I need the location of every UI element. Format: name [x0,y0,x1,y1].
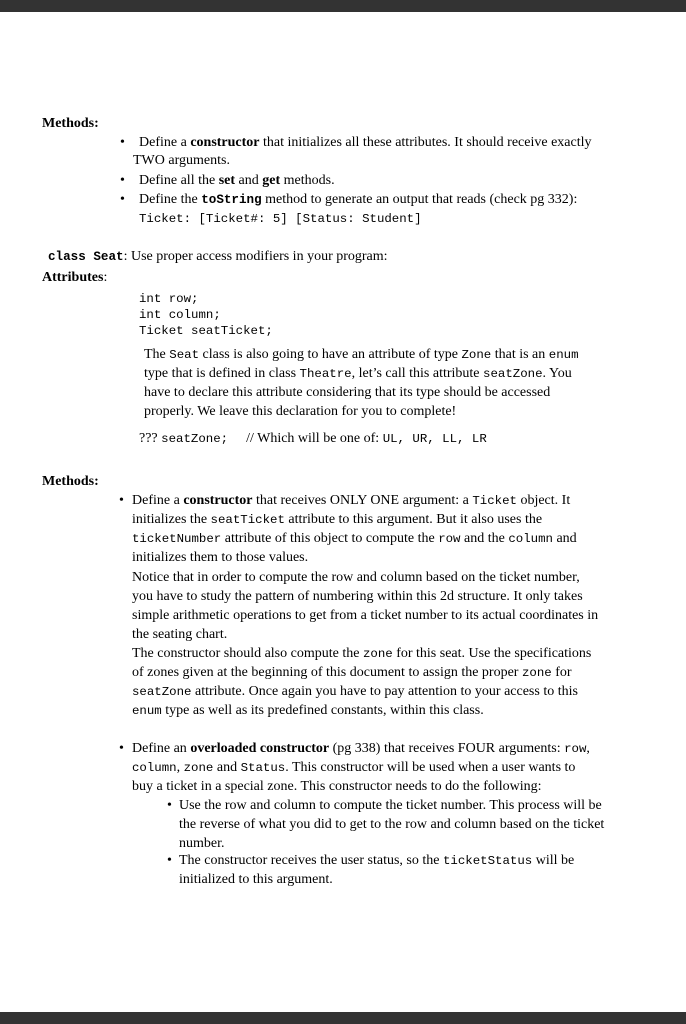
bullet-dot: • [167,853,172,868]
seat-constructor-line4: initializes them to those values. [132,550,309,565]
methods-heading-2: Methods: [42,474,99,489]
sub-bullet-2-line1: The constructor receives the user status, so the ticketStatus will be [179,853,575,868]
seat-constructor-line5: Notice that in order to compute the row and column based on the ticket number, [132,570,580,585]
seat-constructor-line7: simple arithmetic operations to get from a ticket number to its actual coordinates in [132,608,599,623]
seat-constructor-line12: enum type as well as its predefined constants, within this class. [132,703,484,718]
top-bar [0,0,686,12]
overloaded-constructor-line2: column, zone and Status. This constructor will be used when a user wants to [132,760,576,775]
sub-bullet-1-line2: the reverse of what you did to get to the row and column based on the ticket [179,817,605,832]
seat-zone-para-line4: properly. We leave this declaration for you to complete! [144,404,457,419]
seat-constructor-line3: ticketNumber attribute of this object to compute the row and the column and [132,531,577,546]
seat-class-heading: class Seat: Use proper access modifiers in your program: [48,249,388,264]
bullet-dot: • [119,741,124,756]
sub-bullet-2-line2: initialized to this argument. [179,872,333,887]
bottom-bar [0,1012,686,1024]
attributes-heading: Attributes: [42,270,108,285]
bullet-dot: • [119,493,124,508]
seat-zone-para-line1: The Seat class is also going to have an attribute of type Zone that is an enum [144,347,579,362]
seat-constructor-line8: the seating chart. [132,627,228,642]
seat-zone-para-line3: have to declare this attribute considering that its type should be accessed [144,385,551,400]
seat-constructor-line2: initializes the seatTicket attribute to this argument. But it also uses the [132,512,543,527]
overloaded-constructor-line1: Define an overloaded constructor (pg 338) that receives FOUR arguments: row, [132,741,590,756]
seat-zone-para-line2: type that is defined in class Theatre, let’s call this attribute seatZone. You [144,366,572,381]
bullet-dot: • [120,135,125,150]
sub-bullet-1-line3: number. [179,836,225,851]
sub-bullet-1-line1: Use the row and column to compute the ticket number. This process will be [179,798,602,813]
seat-constructor-line11: seatZone attribute. Once again you have to pay attention to your access to this [132,684,578,699]
bullet-dot: • [120,173,125,188]
seat-constructor-line10: of zones given at the beginning of this document to assign the proper zone for [132,665,572,680]
tostring-output-example: Ticket: [Ticket#: 5] [Status: Student] [139,212,422,226]
seat-constructor-line9: The constructor should also compute the zone for this seat. Use the specifications [132,646,592,661]
bullet-dot: • [167,798,172,813]
ticket-method-constructor: Define a constructor that initializes all these attributes. It should receive exactly [139,135,592,150]
attribute-row: int row; [139,292,199,306]
attribute-seatticket: Ticket seatTicket; [139,324,273,338]
overloaded-constructor-line3: buy a ticket in a special zone. This constructor needs to do the following: [132,779,542,794]
ticket-method-tostring: Define the toString method to generate an output that reads (check pg 332): [139,192,578,207]
methods-heading-1: Methods: [42,116,99,131]
seat-zone-declaration: ??? seatZone; // Which will be one of: UL, UR, LL, LR [139,431,487,446]
attribute-column: int column; [139,308,221,322]
ticket-method-constructor-line2: TWO arguments. [133,153,230,168]
ticket-method-setget: Define all the set and get methods. [139,173,335,188]
seat-constructor-line1: Define a constructor that receives ONLY ONE argument: a Ticket object. It [132,493,571,508]
bullet-dot: • [120,192,125,207]
seat-constructor-line6: you have to study the pattern of numbering within this 2d structure. It only takes [132,589,583,604]
